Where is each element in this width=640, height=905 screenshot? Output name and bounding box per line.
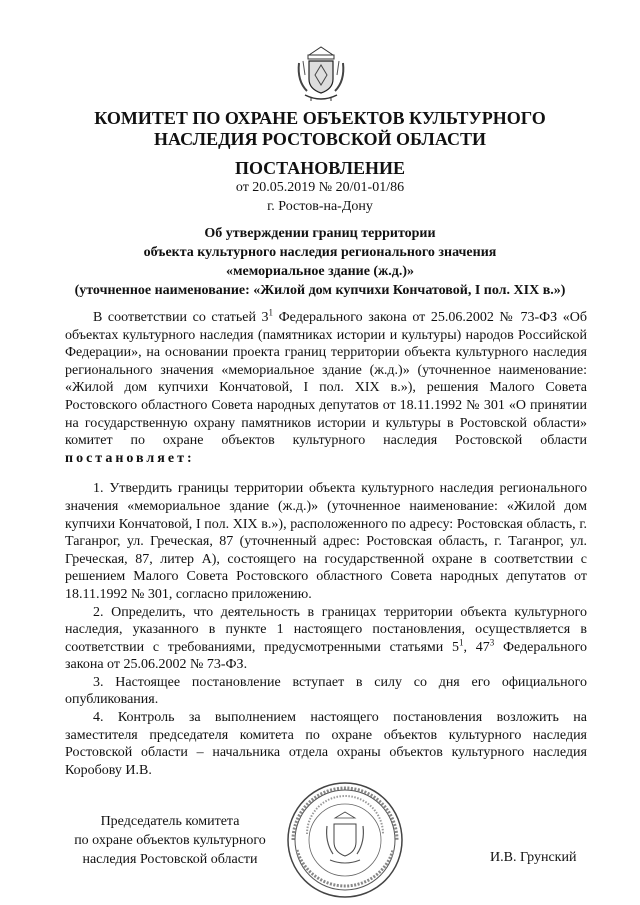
item-4: 4. Контроль за выполнением настоящего постановления возложить на заместителя председателя комитета по охране объектов культурного наследия Ростовской области – начальника отдела охраны объектов культурного наследия Коробову И.В. bbox=[65, 710, 587, 778]
coat-of-arms-emblem bbox=[295, 45, 347, 103]
item-2-text-2: , 47 bbox=[463, 639, 490, 655]
org-line-1: КОМИТЕТ ПО ОХРАНЕ ОБЪЕКТОВ КУЛЬТУРНОГО bbox=[94, 108, 546, 128]
organization-name bbox=[60, 108, 580, 150]
position-line-2: по охране объектов культурного bbox=[74, 833, 266, 848]
date-number: от 20.05.2019 № 20/01-01/86 bbox=[235, 180, 405, 195]
item-1: 1. Утвердить границы территории объекта культурного наследия регионального значения «мемориальное здание (ж.д.)» (уточненное наименование: «Жилой дом купчихи Кончатовой, I пол. XIX в.»), расположенного по адресу: Ростовская область, г. Таганрог, ул. Греческая, 87 (уточненный адрес: Ростовская область, г. Таганрог, ул. Греческая, 87, литер А), состоящего на государственной охране в соответствии с решением Малого Совета Ростовского областного Совета народных депутатов от 18.11.1992 № 301, согласно приложению. bbox=[65, 481, 587, 602]
signatory-name: И.В. Грунский bbox=[490, 850, 577, 865]
item-2 bbox=[65, 604, 587, 674]
preamble-paragraph bbox=[65, 309, 587, 467]
item-2-text-3: Федерального закона от 25.06.2002 № 73-ФЗ. bbox=[65, 639, 587, 673]
document-type: ПОСТАНОВЛЕНИЕ bbox=[234, 158, 406, 178]
document-body bbox=[65, 309, 587, 779]
item-2-superscript-1: 1 bbox=[458, 637, 464, 648]
signatory-position bbox=[60, 812, 280, 869]
position-line-1: Председатель комитета bbox=[100, 814, 240, 829]
title-line-3: «мемориальное здание (ж.д.)» bbox=[226, 264, 414, 279]
city: г. Ростов-на-Дону bbox=[267, 199, 373, 214]
preamble-text-1: В соответствии со статьей 3 bbox=[93, 310, 269, 325]
title-line-1: Об утверждении границ территории bbox=[204, 226, 436, 241]
title-line-4: (уточненное наименование: «Жилой дом купчихи Кончатовой, I пол. XIX в.») bbox=[74, 283, 566, 298]
decree-word: постановляет: bbox=[65, 450, 195, 466]
preamble-text-2: Федерального закона от 25.06.2002 № 73-ФЗ «Об объектах культурного наследия (памятниках истории и культуры) народов Российской Федерации», на основании проекта границ территории объекта культурного наследия регионального значения «мемориальное здание (ж.д.)» (уточненное наименование: «Жилой дом купчихи Кончатовой, I пол. XIX в.»), решения Малого Совета Ростовского областного Совета народных депутатов от 18.11.1992 № 301 «О принятии на государственную охрану памятников истории и культуры в Ростовской области» комитет по охране объектов культурного наследия Ростовской области bbox=[65, 310, 587, 449]
item-2-superscript-2: 3 bbox=[489, 637, 495, 648]
document-title bbox=[40, 224, 600, 300]
position-line-3: наследия Ростовской области bbox=[82, 852, 258, 867]
title-line-2: объекта культурного наследия регионального значения bbox=[143, 245, 497, 260]
org-line-2: НАСЛЕДИЯ РОСТОВСКОЙ ОБЛАСТИ bbox=[154, 129, 486, 149]
item-2-text-1: 2. Определить, что деятельность в границах территории объекта культурного наследия, указанного в пункте 1 настоящего постановления, осуществляется в соответствии с требованиями, предусмотренными статьями 5 bbox=[65, 604, 587, 655]
official-seal-stamp bbox=[285, 780, 405, 900]
preamble-superscript: 1 bbox=[268, 307, 274, 318]
item-3: 3. Настоящее постановление вступает в силу со дня его официального опубликования. bbox=[65, 674, 587, 708]
